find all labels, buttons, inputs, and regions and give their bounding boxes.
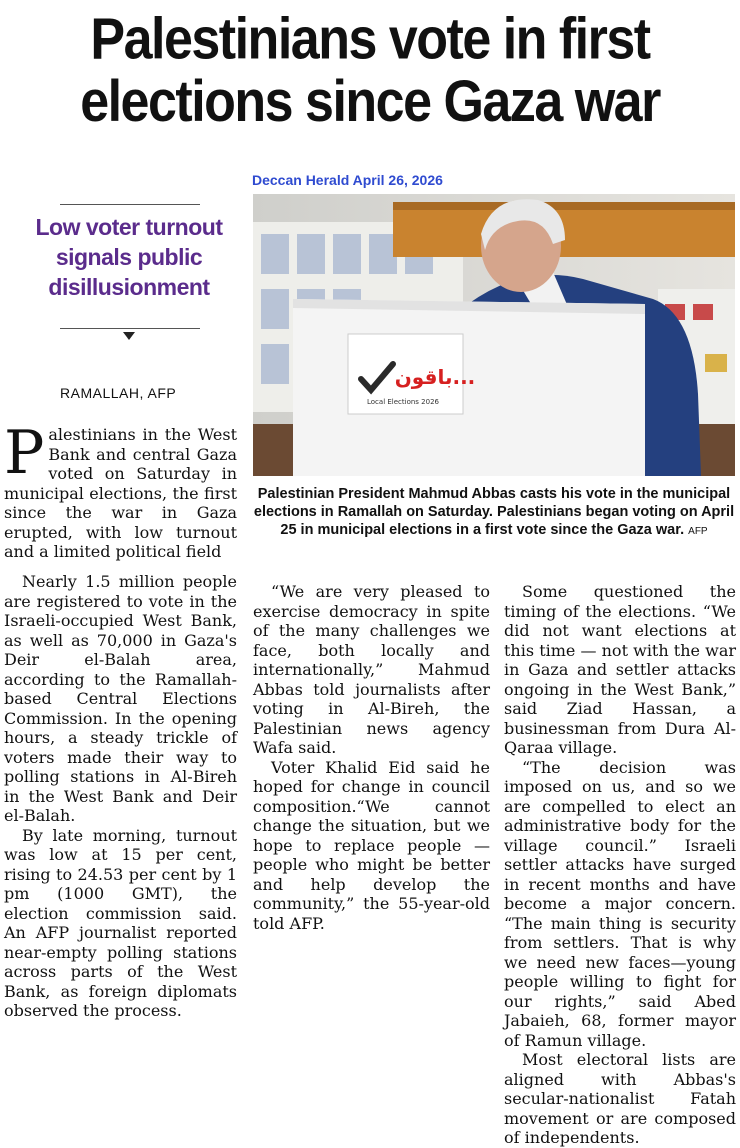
- paragraph-5: Voter Khalid Eid said he hoped for change in council composition.“We cannot change the situation, but we hope to replace people — people who might be better and help develop the community,” the 55-year-old told AFP.: [253, 757, 490, 933]
- paragraph-4: “We are very pleased to exercise democracy in spite of the many challenges we face, both locally and internationally,” Mahmud Abbas told journalists after voting in Al-Bireh, the Palestinian news agency Wafa said.: [253, 582, 490, 757]
- caption-text: Palestinian President Mahmud Abbas casts his vote in the municipal elections in Ramallah on Saturday. Palestinians began voting on April 25 in municipal elections in a first vote since the Gaza war.: [253, 486, 735, 538]
- paragraph-3: By late morning, turnout was low at 15 per cent, rising to 24.53 per cent by 1 pm (1000 GMT), the election commission said. An AFP journalist reported near-empty polling stations across parts of the West Bank, as foreign diplomats observed the process.: [4, 825, 237, 1020]
- paragraph-6: Some questioned the timing of the elections. “We did not want elections at this time — not with the war in Gaza and settler attacks ongoing in the West Bank,” said Ziad Hassan, a businessman from Dura Al-Qaraa village.: [504, 582, 736, 757]
- deck-arrow-icon: [123, 332, 135, 340]
- article-column-1-top: [4, 418, 237, 572]
- paragraph-2: Nearly 1.5 million people are registered to vote in the Israeli-occupied West Bank, as well as 70,000 in Gaza's Deir el-Balah area, according to the Ramallah-based Central Elections Commission. In the opening hours, a steady trickle of voters made their way to polling stations in Al-Bireh in the West Bank and Deir el-Balah.: [4, 572, 237, 825]
- deck-rule-top: [60, 204, 200, 205]
- deck: Low voter turnout signals public disillusionment: [35, 214, 223, 300]
- paragraph-8: Most electoral lists are aligned with Abbas's secular-nationalist Fatah movement or are composed of independents.: [504, 1050, 736, 1147]
- headline: Palestinians vote in first elections since Gaza war: [80, 6, 660, 135]
- deck-rule-bottom: [60, 328, 200, 329]
- article-column-1: [4, 572, 237, 1020]
- paragraph-7: “The decision was imposed on us, and so we are compelled to elect an administrative body for the village council.” Israeli settler attacks have surged in recent months and have become a major concern. “The main thing is security from settlers. That is why we need new faces—young people willing to fight for our rights,” said Abed Jabaieh, 68, former mayor of Ramun village.: [504, 757, 736, 1050]
- booth-logo-text: باقون...: [394, 365, 476, 389]
- article-column-2: [253, 582, 490, 992]
- article-column-3: [504, 582, 736, 1147]
- abbas-voting-photo: [253, 194, 735, 476]
- dropcap: P: [4, 418, 45, 488]
- source-line: Deccan Herald April 26, 2026: [252, 172, 443, 188]
- booth-sub-text: Local Elections 2026: [367, 398, 439, 406]
- news-photo: [253, 194, 735, 476]
- dateline: RAMALLAH, AFP: [60, 385, 177, 401]
- caption-credit: AFP: [688, 526, 708, 537]
- paragraph-1: alestinians in the West Bank and central Gaza voted on Saturday in municipal elections, the first since the war in Gaza erupted, with low turnout and a limited political field: [4, 425, 237, 561]
- photo-caption: [253, 485, 735, 541]
